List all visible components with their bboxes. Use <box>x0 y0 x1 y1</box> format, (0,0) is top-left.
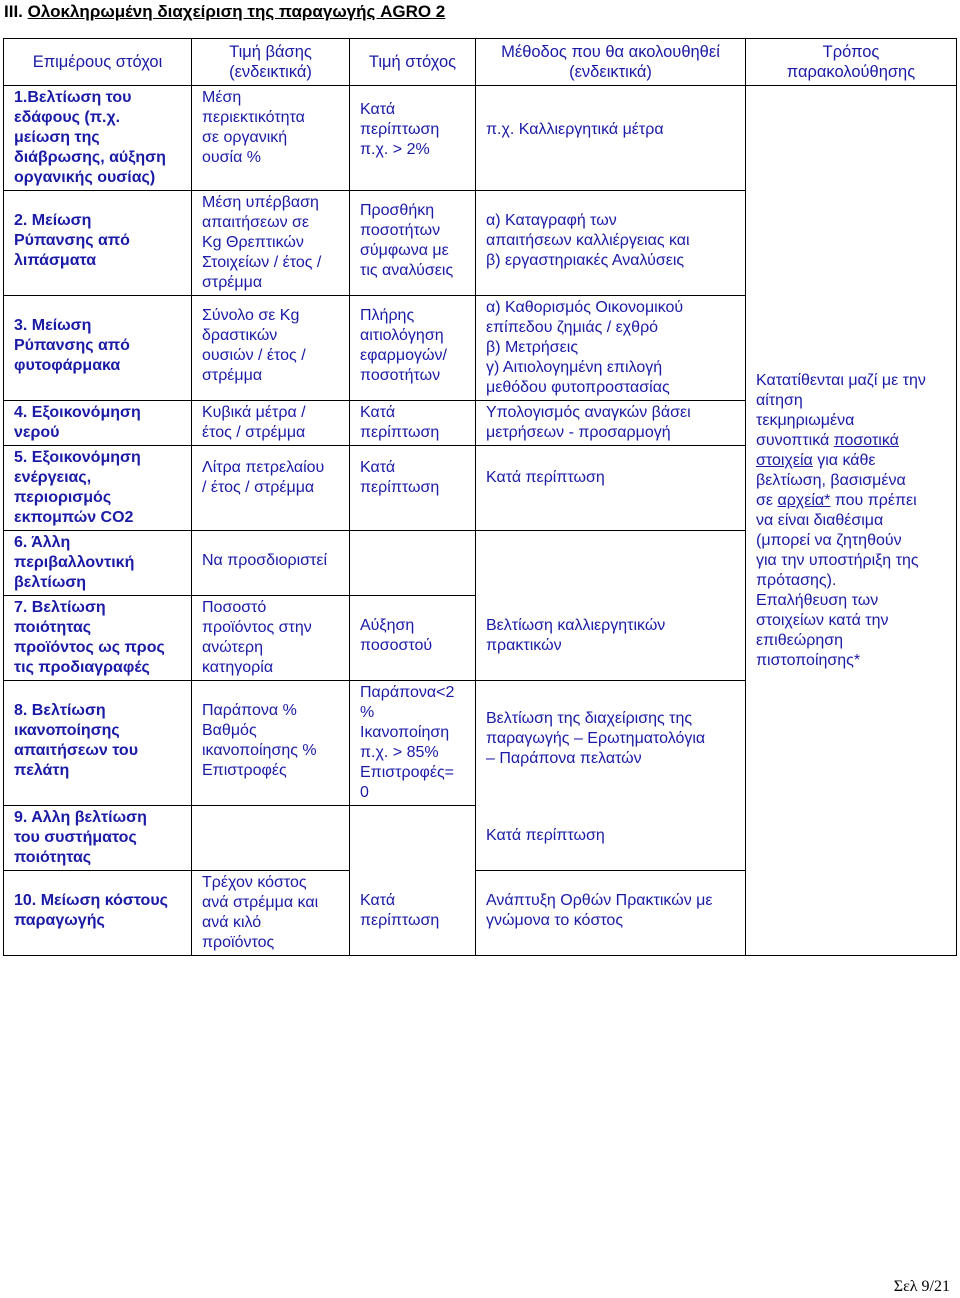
col-header-method: Μέθοδος που θα ακολουθηθεί (ενδεικτικά) <box>476 39 746 86</box>
table-row <box>4 86 957 191</box>
section-title: Ολοκληρωμένη διαχείριση της παραγωγής AGRO 2 <box>27 2 446 21</box>
target-cell: Κατά περίπτωση <box>350 871 476 956</box>
goal-cell: 7. Βελτίωση ποιότητας προϊόντος ως προς τις προδιαγραφές <box>4 596 192 681</box>
monitoring-text-2: για κάθε βελτίωση, βασισμένα σε <box>756 451 906 509</box>
target-cell: Προσθήκη ποσοτήτων σύμφωνα με τις αναλύσεις <box>350 191 476 296</box>
management-table <box>3 38 957 956</box>
goal-cell: 5. Εξοικονόμηση ενέργειας, περιορισμός εκπομπών CO2 <box>4 446 192 531</box>
goal-cell: 2. Μείωση Ρύπανσης από λιπάσματα <box>4 191 192 296</box>
method-cell: Ανάπτυξη Ορθών Πρακτικών με γνώμονα το κόστος <box>476 871 746 956</box>
base-cell <box>192 806 350 871</box>
target-cell: Κατά περίπτωση π.χ. > 2% <box>350 86 476 191</box>
section-heading <box>4 2 445 22</box>
base-cell: Μέση υπέρβαση απαιτήσεων σε Kg Θρεπτικών Στοιχείων / έτος / στρέμμα <box>192 191 350 296</box>
method-cell: α) Καθορισμός Οικονομικού επίπεδου ζημιάς / εχθρό β) Μετρήσεις γ) Αιτιολογημένη επιλογή μεθόδου φυτοπροστασίας <box>476 296 746 401</box>
goal-cell: 4. Εξοικονόμηση νερού <box>4 401 192 446</box>
method-cell: Βελτίωση της διαχείρισης της παραγωγής – Ερωτηματολόγια – Παράπονα πελατών <box>476 681 746 806</box>
base-cell: Τρέχον κόστος ανά στρέμμα και ανά κιλό προϊόντος <box>192 871 350 956</box>
target-cell: Πλήρης αιτιολόγηση εφαρμογών/ ποσοτήτων <box>350 296 476 401</box>
col-header-target-value: Τιμή στόχος <box>350 39 476 86</box>
method-cell: α) Καταγραφή των απαιτήσεων καλλιέργειας και β) εργαστηριακές Αναλύσεις <box>476 191 746 296</box>
base-cell: Σύνολο σε Kg δραστικών ουσιών / έτος / στρέμμα <box>192 296 350 401</box>
method-cell: Κατά περίπτωση <box>476 446 746 531</box>
monitoring-text-3: που πρέπει να είναι διαθέσιμα (μπορεί να ζητηθούν για την υποστήριξη της πρότασης). Επαλήθευση των στοιχείων κατά την επιθεώρηση πιστοποίησης* <box>756 491 919 669</box>
col-header-base-value: Τιμή βάσης (ενδεικτικά) <box>192 39 350 86</box>
method-cell: Βελτίωση καλλιεργητικών πρακτικών <box>476 596 746 681</box>
method-cell: π.χ. Καλλιεργητικά μέτρα <box>476 86 746 191</box>
monitoring-link-quantitative-data: ποσοτικά στοιχεία <box>756 431 899 469</box>
target-cell: Κατά περίπτωση <box>350 401 476 446</box>
goal-cell: 8. Βελτίωση ικανοποίησης απαιτήσεων του πελάτη <box>4 681 192 806</box>
goal-cell: 1.Βελτίωση του εδάφους (π.χ. μείωση της διάβρωσης, αύξηση οργανικής ουσίας) <box>4 86 192 191</box>
goal-cell: 10. Μείωση κόστους παραγωγής <box>4 871 192 956</box>
method-cell <box>476 531 746 596</box>
goal-cell: 9. Αλλη βελτίωση του συστήματος ποιότητας <box>4 806 192 871</box>
page-number: Σελ 9/21 <box>893 1278 950 1295</box>
goal-cell: 3. Μείωση Ρύπανσης από φυτοφάρμακα <box>4 296 192 401</box>
method-cell: Υπολογισμός αναγκών βάσει μετρήσεων - προσαρμογή <box>476 401 746 446</box>
base-cell: Κυβικά μέτρα / έτος / στρέμμα <box>192 401 350 446</box>
col-header-monitoring: Τρόπος παρακολούθησης <box>746 39 957 86</box>
goal-cell: 6. Άλλη περιβαλλοντική βελτίωση <box>4 531 192 596</box>
target-cell <box>350 531 476 596</box>
section-number: III. <box>4 2 23 21</box>
base-cell: Λίτρα πετρελαίου / έτος / στρέμμα <box>192 446 350 531</box>
target-cell <box>350 806 476 871</box>
col-header-goals: Επιμέρους στόχοι <box>4 39 192 86</box>
target-cell: Κατά περίπτωση <box>350 446 476 531</box>
target-cell: Παράπονα<2 % Ικανοποίηση π.χ. > 85% Επιστροφές= 0 <box>350 681 476 806</box>
method-cell: Κατά περίπτωση <box>476 806 746 871</box>
base-cell: Μέση περιεκτικότητα σε οργανική ουσία % <box>192 86 350 191</box>
monitoring-cell <box>746 86 957 956</box>
header-row <box>4 39 957 86</box>
base-cell: Ποσοστό προϊόντος στην ανώτερη κατηγορία <box>192 596 350 681</box>
base-cell: Να προσδιοριστεί <box>192 531 350 596</box>
monitoring-text-1: Κατατίθενται μαζί με την αίτηση τεκμηριωμένα συνοπτικά <box>756 371 926 449</box>
target-cell: Αύξηση ποσοστού <box>350 596 476 681</box>
base-cell: Παράπονα % Βαθμός ικανοποίησης % Επιστροφές <box>192 681 350 806</box>
monitoring-link-records: αρχεία* <box>777 491 831 509</box>
